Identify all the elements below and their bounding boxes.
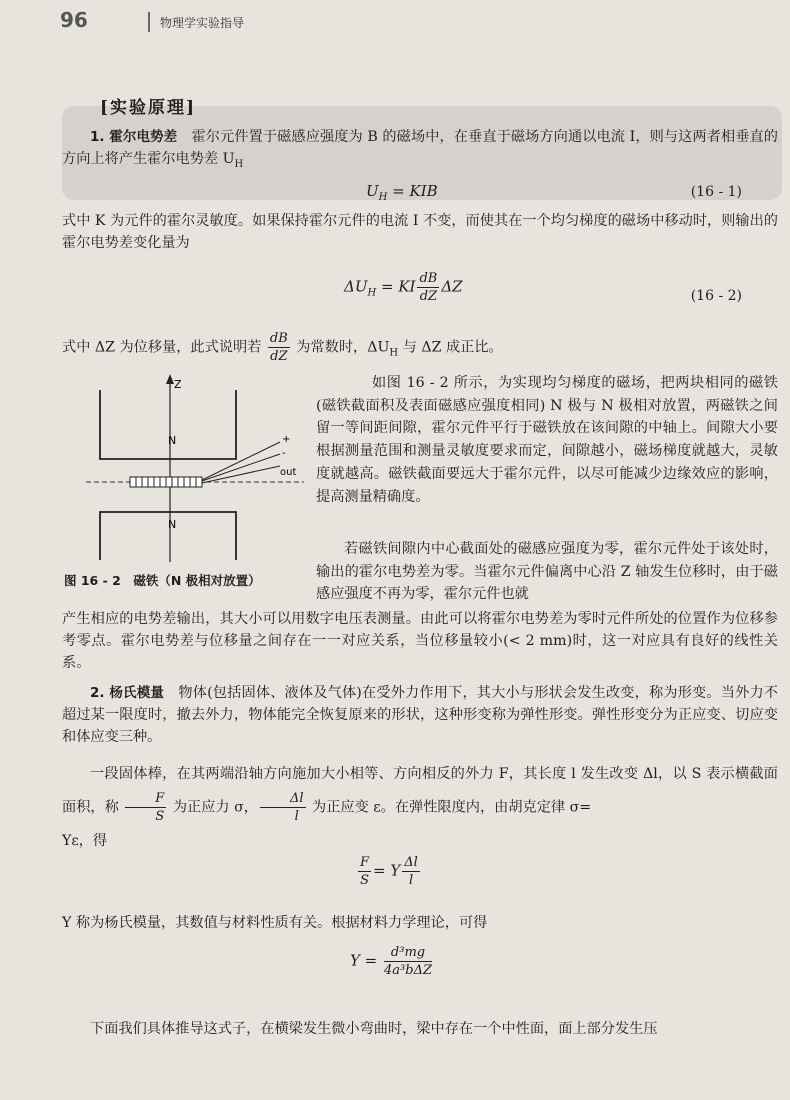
young-stress-text-c: 为正应变 ε。在弹性限度内，由胡克定律 σ= bbox=[312, 799, 592, 816]
eq2-mid: = KI bbox=[381, 277, 416, 296]
young-stress-text-d: Yε，得 bbox=[62, 833, 108, 849]
eq4-lhs: Y = bbox=[350, 951, 378, 970]
eq1-rhs: = KIB bbox=[392, 182, 438, 200]
hall-heading: 1. 霍尔电势差 bbox=[90, 129, 178, 145]
young-modulus-paragraph: Y 称为杨氏模量，其数值与材料性质有关。根据材料力学理论，可得 bbox=[62, 915, 488, 931]
hall-element-leads bbox=[202, 442, 280, 483]
hall-side-paragraph-1: 如图 16 - 2 所示，为实现均匀梯度的磁场，把两块相同的磁铁(磁铁截面积及表面磁感应强度相同) N 极与 N 极相对放置，两磁铁之间留一等间距间隙，霍尔元件平行于磁铁放在该间隙的中轴上。间隙大小要根据测量范围和测量灵敏度要求而定，间隙越小，磁场梯度就越大，灵敏度就越高。磁铁截面要远大于霍尔元件，以尽可能减少边缘效应的影响，提高测量精确度。 bbox=[316, 375, 778, 505]
young-stress-text-b: 为正应力 σ， bbox=[172, 799, 258, 816]
eq4-numerator: d³mg bbox=[384, 944, 432, 962]
eq3-f2-denominator: l bbox=[408, 873, 414, 888]
after-eq2-numerator: dB bbox=[269, 331, 288, 346]
section-title: [实验原理] bbox=[100, 98, 197, 118]
z-axis-label: Z bbox=[174, 378, 182, 391]
equation-number-16-2: (16 - 2) bbox=[690, 288, 742, 304]
eq1-subscript: H bbox=[378, 192, 388, 203]
hall-intro-paragraph bbox=[62, 126, 778, 176]
hall-element bbox=[130, 477, 202, 487]
stress-denominator: S bbox=[155, 809, 165, 824]
hall-after-eq1-paragraph: 式中 K 为元件的霍尔灵敏度。如果保持霍尔元件的电流 I 不变，而使其在一个均匀梯度的磁场中移动时，则输出的霍尔电势差变化量为 bbox=[62, 213, 778, 251]
upper-magnet-pole-label: N bbox=[168, 434, 177, 447]
eq3-mid: = Y bbox=[373, 861, 401, 880]
stress-numerator: F bbox=[125, 790, 166, 808]
z-axis bbox=[166, 374, 177, 562]
eq3-f2-numerator: Δl bbox=[404, 855, 418, 870]
lead-out-label: out bbox=[280, 467, 297, 478]
page-number: 96 bbox=[60, 8, 88, 32]
equation-16-2 bbox=[344, 270, 463, 305]
header-divider bbox=[148, 12, 150, 32]
eq2-numerator: dB bbox=[419, 271, 438, 286]
strain-denominator: l bbox=[294, 809, 299, 824]
eq3-f1-denominator: S bbox=[360, 873, 369, 888]
young-intro-text: 物体(包括固体、液体及气体)在受外力作用下，其大小与形状会发生改变，称为形变。当外力不超过某一限度时，撤去外力，物体能完全恢复原来的形状，这种形变称为弹性形变。弹性形变分为正应变、切应变和体应变三种。 bbox=[62, 685, 778, 745]
eq2-tail: ΔZ bbox=[441, 277, 463, 296]
after-eq2-text-a: 式中 ΔZ 为位移量，此式说明若 bbox=[62, 339, 262, 356]
lower-magnet-pole-label: N bbox=[168, 518, 177, 531]
young-stress-text-a: 一段固体棒，在其两端沿轴方向施加大小相等、方向相反的外力 F，其长度 l 发生改变 Δl，以 S 表示横截面面积，称 bbox=[62, 766, 778, 816]
after-eq2-subscript: H bbox=[389, 347, 399, 359]
figure-caption: 图 16 - 2 磁铁（N 极相对放置） bbox=[64, 573, 261, 588]
equation-16-1 bbox=[366, 182, 438, 203]
upper-magnet bbox=[100, 390, 236, 459]
eq1-lhs: U bbox=[366, 182, 379, 200]
strain-numerator: Δl bbox=[260, 790, 306, 808]
eq2-fraction bbox=[417, 270, 439, 305]
after-eq2-text-c: 与 ΔZ 成正比。 bbox=[402, 339, 503, 356]
strain-fraction bbox=[260, 790, 306, 825]
eq4-denominator: 4a³bΔZ bbox=[384, 963, 433, 978]
after-eq2-text-b: 为常数时，ΔU bbox=[296, 339, 390, 356]
equation-hooke bbox=[356, 854, 422, 889]
hall-intro-subscript: H bbox=[234, 158, 244, 170]
eq2-lhs: ΔU bbox=[344, 277, 368, 296]
after-eq2-fraction bbox=[268, 330, 290, 365]
hall-side-paragraph-2: 若磁铁间隙内中心截面处的磁感应强度为零，霍尔元件处于该处时，输出的霍尔电势差为零。当霍尔元件偏离中心沿 Z 轴发生位移时，由于磁感应强度不再为零，霍尔元件也就 bbox=[316, 541, 778, 603]
stress-fraction bbox=[125, 790, 166, 825]
equation-young-modulus bbox=[350, 944, 434, 979]
eq4-fraction bbox=[384, 944, 432, 979]
young-intro-paragraph bbox=[62, 682, 778, 748]
eq3-f1-numerator: F bbox=[360, 855, 370, 870]
hall-continued-paragraph: 产生相应的电势差输出，其大小可以用数字电压表测量。由此可以将霍尔电势差为零时元件所处的位置作为位移参考零点。霍尔电势差与位移量之间存在一一对应关系，当位移量较小(< 2 mm)时，这一对应具有良好的线性关系。 bbox=[62, 611, 778, 671]
young-stress-paragraph bbox=[62, 758, 778, 857]
eq2-denominator: dZ bbox=[419, 289, 438, 304]
running-title: 物理学实验指导 bbox=[160, 16, 245, 30]
young-heading: 2. 杨氏模量 bbox=[90, 685, 165, 701]
after-eq2-denominator: dZ bbox=[270, 349, 288, 364]
eq3-fraction-1 bbox=[358, 854, 371, 889]
eq2-subscript: H bbox=[367, 287, 377, 299]
young-derivation-paragraph: 下面我们具体推导这式子，在横梁发生微小弯曲时，梁中存在一个中性面，面上部分发生压 bbox=[90, 1021, 658, 1037]
hall-intro-text: 霍尔元件置于磁感应强度为 B 的磁场中，在垂直于磁场方向通以电流 I，则与这两者相垂直的方向上将产生霍尔电势差 U bbox=[62, 129, 778, 167]
lead-plus-label: + bbox=[282, 434, 291, 445]
eq3-fraction-2 bbox=[402, 854, 420, 889]
figure-16-2-magnets bbox=[84, 372, 310, 566]
hall-after-eq2-paragraph bbox=[62, 330, 778, 365]
lead-minus-label: - bbox=[282, 448, 286, 459]
equation-number-16-1: (16 - 1) bbox=[690, 184, 742, 200]
